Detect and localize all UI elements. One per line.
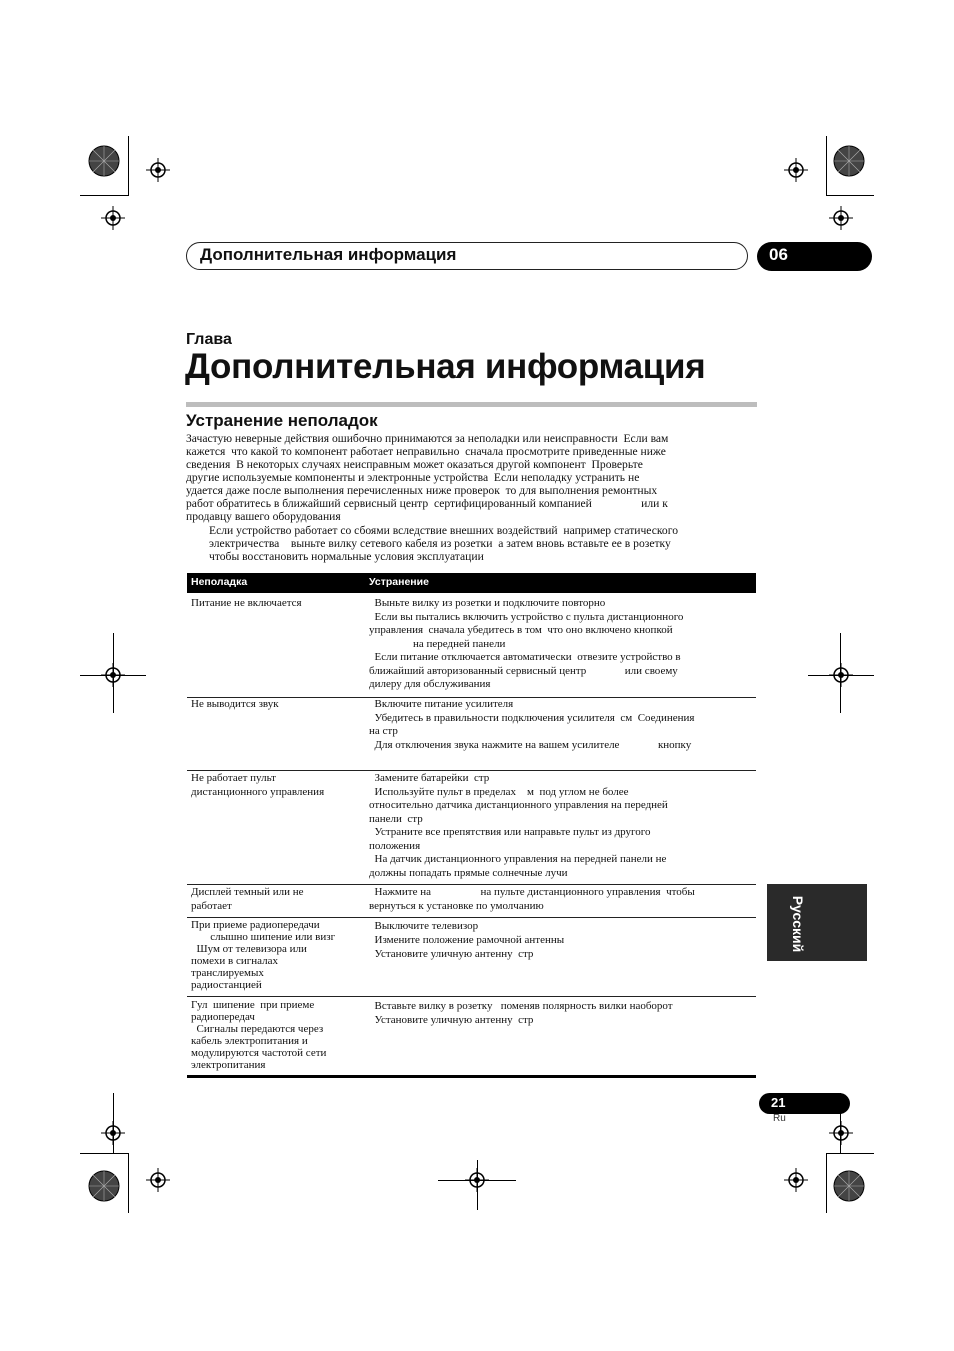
crosshair-icon bbox=[101, 206, 125, 230]
section-title: Устранение неполадок bbox=[186, 411, 378, 430]
row-divider bbox=[187, 884, 756, 885]
row-divider bbox=[187, 996, 756, 997]
table-row-problem: Дисплей темный или не работает bbox=[191, 886, 304, 912]
row-divider bbox=[187, 770, 756, 771]
table-row-remedy: Нажмите на на пульте дистанционного управления чтобы вернуться к установке по умолчанию bbox=[369, 886, 695, 912]
registration-rosette-icon bbox=[833, 145, 865, 177]
registration-rosette-icon bbox=[88, 1170, 120, 1202]
crosshair-icon bbox=[784, 158, 808, 182]
table-row-remedy: Замените батарейки стр Используйте пульт в пределах м под углом не более относительно датчика дистанционного управления на передней панели стр Устраните все препятствия или направьте пульт из другого положения На датчик дистанционного управления на передней панели не должны попадать прямые солнечные лучи bbox=[369, 772, 668, 879]
language-tab-label: Русский bbox=[790, 895, 806, 953]
crosshair-icon bbox=[829, 1121, 853, 1145]
row-divider bbox=[187, 917, 756, 918]
column-header-remedy: Устранение bbox=[369, 576, 429, 588]
language-side-tab bbox=[767, 884, 867, 961]
crosshair-icon bbox=[829, 206, 853, 230]
page-number: 21 bbox=[771, 1095, 786, 1110]
crosshair-icon bbox=[784, 1168, 808, 1192]
table-bottom-rule bbox=[187, 1075, 756, 1078]
intro-line: продавцу вашего оборудования bbox=[186, 510, 341, 523]
registration-rosette-icon bbox=[88, 145, 120, 177]
table-row-remedy: Выключите телевизор Измените положение рамочной антенны Установите уличную антенну стр bbox=[369, 920, 565, 960]
intro-line: Зачастую неверные действия ошибочно принимаются за неполадки или неисправности Если вам bbox=[186, 432, 669, 445]
header-title: Дополнительная информация bbox=[200, 245, 457, 264]
intro-line: другие используемые компоненты и электронные устройства Если неполадку устранить не bbox=[186, 471, 640, 484]
table-header bbox=[187, 573, 756, 593]
crosshair-icon bbox=[146, 1168, 170, 1192]
crosshair-icon bbox=[146, 158, 170, 182]
intro-line: работ обратитесь в ближайший сервисный центр сертифицированный компанией или к bbox=[186, 497, 668, 510]
column-header-problem: Неполадка bbox=[191, 576, 248, 588]
note-line: Если устройство работает со сбоями вследствие внешних воздействий например статического bbox=[209, 524, 678, 537]
note-line: чтобы восстановить нормальные условия эксплуатации bbox=[209, 550, 484, 563]
table-row-problem: Не работает пульт дистанционного управления bbox=[191, 772, 325, 798]
table-row-problem: При приеме радиопередачи слышно шипение или визг Шум от телевизора или помехи в сигналах транслируемых радиостанцией bbox=[191, 919, 336, 991]
table-row-remedy: Выньте вилку из розетки и подключите повторно Если вы пытались включить устройство с пульта дистанционного управления сначала убедитесь в том что оно включено кнопкой на передней панели Если питание отключается автоматически отвезите устройство в ближайший авторизованный сервисный центр или своему дилеру для обслуживания bbox=[369, 597, 684, 690]
page-language-code: Ru bbox=[773, 1113, 786, 1124]
table-row-problem: Не выводится звук bbox=[191, 698, 279, 710]
registration-rosette-icon bbox=[833, 1170, 865, 1202]
table-row-remedy: Вставьте вилку в розетку поменяв полярность вилки наоборот Установите уличную антенну стр bbox=[369, 1000, 673, 1026]
chapter-label: Глава bbox=[186, 331, 232, 348]
table-row-remedy: Включите питание усилителя Убедитесь в правильности подключения усилителя см Соединения на стр Для отключения звука нажмите на вашем усилителе кнопку bbox=[369, 698, 695, 751]
intro-line: удается даже после выполнения перечисленных ниже проверок то для выполнения ремонтных bbox=[186, 484, 658, 497]
table-row-problem: Гул шипение при приеме радиопередач Сигналы передаются через кабель электропитания и модулируются частотой сети электропитания bbox=[191, 999, 327, 1071]
chapter-title: Дополнительная информация bbox=[185, 347, 706, 386]
note-line: электричества выньте вилку сетевого кабеля из розетки а затем вновь вставьте ее в розетку bbox=[209, 537, 671, 550]
intro-line: кажется что какой то компонент работает неправильно сначала просмотрите приведенные ниже bbox=[186, 445, 666, 458]
chapter-number: 06 bbox=[769, 245, 788, 264]
intro-line: сведения В некоторых случаях неисправным может оказаться другой компонент Проверьте bbox=[186, 458, 643, 471]
note-paragraph bbox=[209, 524, 759, 563]
title-rule bbox=[186, 402, 757, 407]
table-row-problem: Питание не включается bbox=[191, 597, 302, 609]
intro-paragraph bbox=[186, 432, 757, 523]
